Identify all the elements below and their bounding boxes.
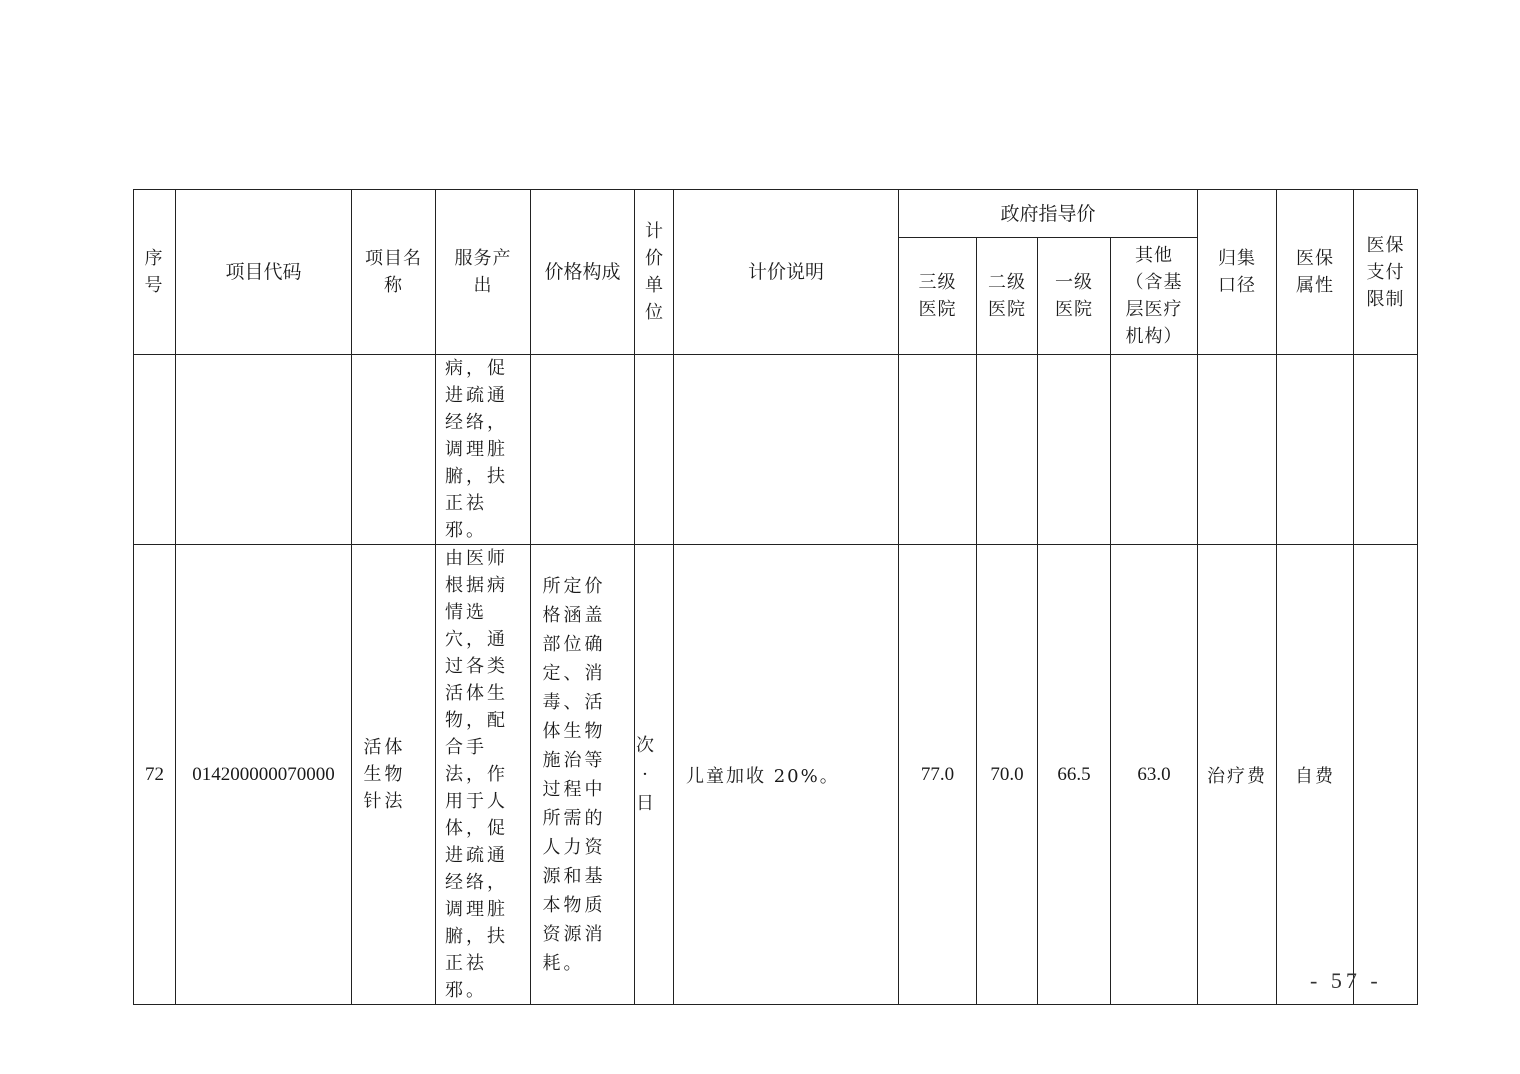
- cell-tier1: [1038, 355, 1111, 545]
- cell-tier3: 77.0: [899, 545, 977, 1005]
- header-name: 项目名称: [352, 190, 436, 355]
- cell-code: 014200000070000: [176, 545, 352, 1005]
- header-tier1: 一级医院: [1038, 238, 1111, 355]
- cell-insurance-limit: [1354, 355, 1418, 545]
- header-category: 归集口径: [1198, 190, 1277, 355]
- cell-price-composition: [531, 355, 635, 545]
- header-tier2: 二级医院: [977, 238, 1038, 355]
- cell-tier2: 70.0: [977, 545, 1038, 1005]
- cell-category: [1198, 355, 1277, 545]
- header-other: 其他（含基层医疗机构）: [1111, 238, 1198, 355]
- cell-unit: 次·日: [635, 545, 674, 1005]
- cell-code: [176, 355, 352, 545]
- header-desc: 计价说明: [674, 190, 899, 355]
- cell-seq: [134, 355, 176, 545]
- cell-other: [1111, 355, 1198, 545]
- header-insurance-attr: 医保属性: [1277, 190, 1354, 355]
- page-number: - 57 -: [1310, 968, 1382, 993]
- cell-tier3: [899, 355, 977, 545]
- price-table: [133, 189, 1418, 1005]
- cell-price-composition: 所定价格涵盖部位确定、消毒、活体生物施治等过程中所需的人力资源和基本物质资源消耗。: [531, 545, 635, 1005]
- header-unit: 计价单位: [635, 190, 674, 355]
- table-row: [134, 545, 1418, 1005]
- cell-insurance-limit: [1354, 545, 1418, 1005]
- cell-desc: 儿童加收 20%。: [674, 545, 899, 1005]
- cell-insurance-attr: 自费: [1277, 545, 1354, 1005]
- cell-unit: [635, 355, 674, 545]
- cell-insurance-attr: [1277, 355, 1354, 545]
- cell-category: 治疗费: [1198, 545, 1277, 1005]
- cell-tier2: [977, 355, 1038, 545]
- header-code: 项目代码: [176, 190, 352, 355]
- cell-output: 病，促进疏通经络，调理脏腑，扶正祛邪。: [436, 355, 531, 545]
- cell-desc: [674, 355, 899, 545]
- header-insurance-limit: 医保支付限制: [1354, 190, 1418, 355]
- header-seq: 序号: [134, 190, 176, 355]
- header-tier3: 三级医院: [899, 238, 977, 355]
- table-row: [134, 355, 1418, 545]
- cell-seq: 72: [134, 545, 176, 1005]
- cell-name: [352, 355, 436, 545]
- cell-other: 63.0: [1111, 545, 1198, 1005]
- header-row-1: [134, 190, 1418, 238]
- header-price-composition: 价格构成: [531, 190, 635, 355]
- cell-output: 由医师根据病情选穴，通过各类活体生物，配合手法，作用于人体，促进疏通经络，调理脏腑，扶正祛邪。: [436, 545, 531, 1005]
- header-output: 服务产出: [436, 190, 531, 355]
- cell-tier1: 66.5: [1038, 545, 1111, 1005]
- header-gov-price: 政府指导价: [899, 190, 1198, 238]
- cell-name: 活体生物针法: [352, 545, 436, 1005]
